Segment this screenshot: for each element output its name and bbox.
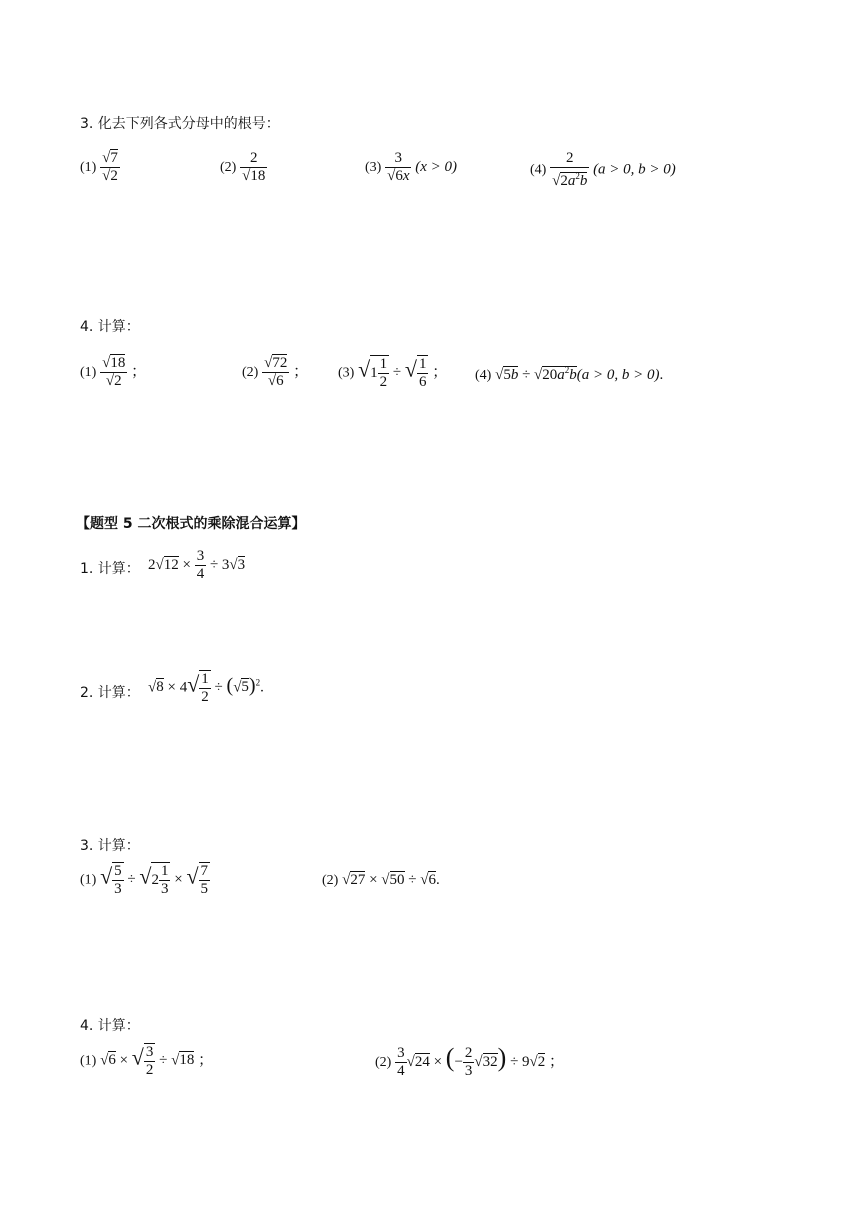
- q4-label-2: (2): [242, 364, 259, 380]
- q4-item-1: (1) $\frac{√18}{√2}$ ；: [80, 355, 147, 389]
- q4-semi-1: ；: [131, 363, 147, 380]
- q4-label-4: (4): [475, 368, 492, 383]
- s3-item-2: (2) √27 × √50 ÷ √6.: [322, 872, 440, 888]
- q3-condition-3: (x > 0): [415, 158, 458, 175]
- s3-item-1: (1) √ $\frac{5}{3}$ ÷ √2 $\frac{1}{3}$ × √ $\frac{7}{5}$: [80, 863, 209, 897]
- s4-title: 4. 计算：: [80, 1018, 140, 1034]
- q4-label-1: (1): [80, 364, 97, 380]
- s3-title: 3. 计算：: [80, 838, 140, 854]
- s4-label-1: (1): [80, 1053, 97, 1069]
- s1-expression: 2√12 × $\frac{3}{4}$ ÷ 3√3: [148, 548, 246, 582]
- q3-item-4: (4) $\frac{2}{√2a^2b}$ (a > 0, b > 0): [530, 150, 676, 189]
- q4-semi-2: ；: [293, 363, 309, 380]
- s1-title: 1. 计算：: [80, 561, 140, 577]
- s2-title: 2. 计算：: [80, 685, 140, 701]
- q3-item-2: (2) $\frac{2}{√18}$: [220, 150, 266, 184]
- q4-item-4: (4) $√5b \div √20a^2b(a > 0$, b > 0).: [475, 365, 664, 383]
- s4-item-1: (1) √6 × √ $\frac{3}{2}$ ÷ √18 ；: [80, 1044, 214, 1078]
- s4-label-2: (2): [375, 1055, 392, 1070]
- q4-semi-3: ；: [432, 364, 448, 381]
- section-title: 【题型 5 二次根式的乘除混合运算】: [76, 516, 306, 532]
- q3-label-4: (4): [530, 162, 547, 178]
- s2-period: .: [260, 679, 264, 696]
- q4-item-2: (2) $\frac{√72}{√6}$ ；: [242, 355, 309, 389]
- q3-item-1: (1) $\frac{√7}{√2}$: [80, 150, 118, 184]
- q4-item-3: (3) √1 $\frac{1}{2}$ ÷ √ $\frac{1}{6}$ ；: [338, 356, 448, 390]
- s4-semi-2: ；: [549, 1054, 565, 1070]
- q4-label-3: (3): [338, 365, 355, 381]
- q3-label-1: (1): [80, 159, 97, 175]
- q4-period-4: .: [659, 367, 664, 383]
- q3-label-3: (3): [365, 159, 382, 175]
- s3-period-2: .: [435, 872, 440, 888]
- q4-title: 4. 计算：: [80, 319, 140, 335]
- q3-label-2: (2): [220, 159, 237, 175]
- q3-title: 3. 化去下列各式分母中的根号：: [80, 116, 280, 132]
- s3-label-2: (2): [322, 873, 339, 888]
- s4-item-2: (2) $\frac{3}{4}$ √24 × (− $\frac{2}{3}$ √32) ÷ 9√2 ；: [375, 1043, 565, 1080]
- s4-semi-1: ；: [198, 1052, 214, 1069]
- q3-item-3: (3) $\frac{3}{√6x}$ (x > 0): [365, 150, 458, 184]
- s3-label-1: (1): [80, 872, 97, 888]
- q3-condition-4: (a > 0, b > 0): [593, 161, 676, 178]
- s2-expression: √8 × 4√ $\frac{1}{2}$ ÷ $(√5)^2$.: [148, 671, 264, 705]
- q4-condition-4: (a > 0, b > 0): [576, 367, 660, 383]
